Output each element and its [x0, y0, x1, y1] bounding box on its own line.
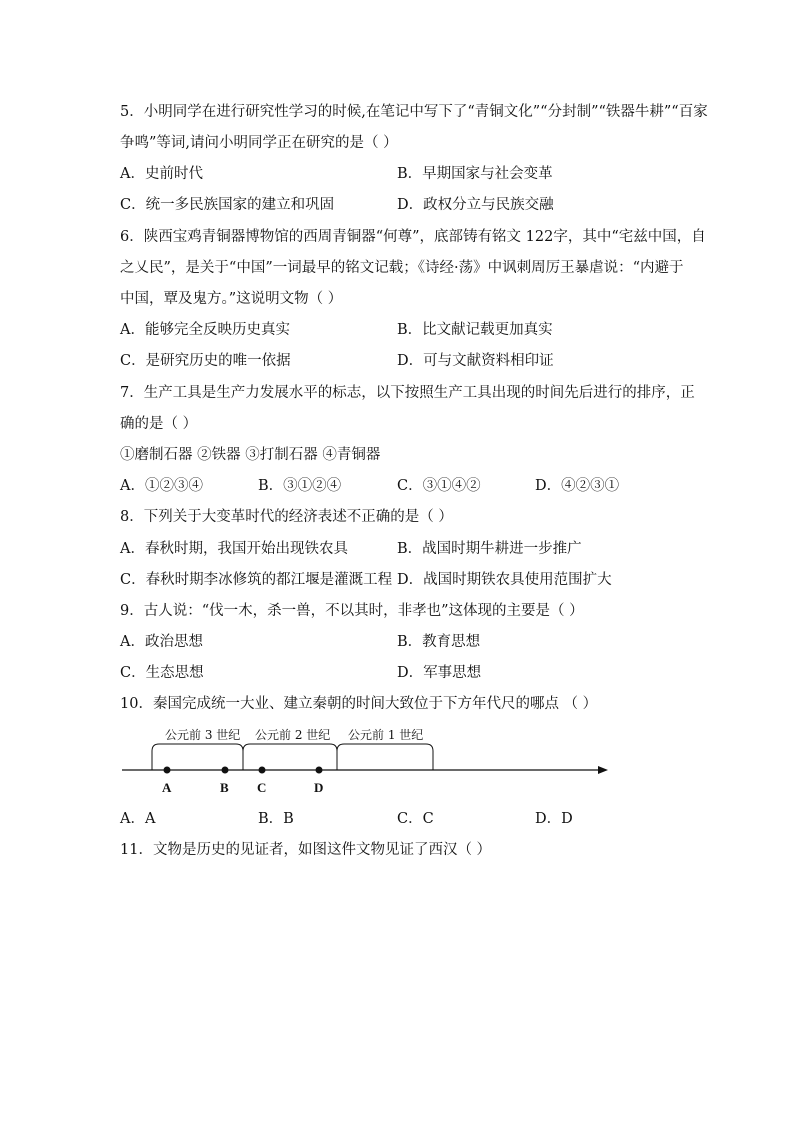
- q6-option-c[interactable]: C．是研究历史的唯一依据: [120, 353, 291, 369]
- q5-option-d[interactable]: D．政权分立与民族交融: [397, 197, 554, 213]
- timeline-point-a: [164, 767, 171, 774]
- q8-option-d[interactable]: D．战国时期铁农具使用范围扩大: [397, 572, 612, 588]
- timeline-point-label-b: B: [220, 780, 229, 795]
- timeline-figure: [0, 720, 794, 800]
- q9-option-a[interactable]: A．政治思想: [120, 634, 203, 650]
- q8-option-a[interactable]: A．春秋时期，我国开始出现铁农具: [120, 541, 348, 557]
- timeline-segment-label-1c: 公元前 1 世纪: [348, 728, 424, 742]
- timeline-arrow-icon: [598, 766, 608, 774]
- q8-option-c[interactable]: C．春秋时期李冰修筑的都江堰是灌溉工程: [120, 572, 393, 588]
- q8-option-b[interactable]: B．战国时期牛耕进一步推广: [397, 541, 582, 557]
- q7-stem-line1: 7．生产工具是生产力发展水平的标志，以下按照生产工具出现的时间先后进行的排序，正: [120, 385, 695, 401]
- q5-stem-line2: 争鸣”等词,请问小明同学正在研究的是（ ）: [120, 135, 398, 151]
- timeline-point-label-d: D: [314, 780, 324, 795]
- q5-stem-line1: 5．小明同学在进行研究性学习的时候,在笔记中写下了“青铜文化”“分封制”“铁器牛耕”“百家: [120, 104, 708, 120]
- q5-option-c[interactable]: C．统一多民族国家的建立和巩固: [120, 197, 335, 213]
- q6-option-a[interactable]: A．能够完全反映历史真实: [120, 322, 290, 338]
- q10-stem-line1: 10．秦国完成统一大业、建立秦朝的时间大致位于下方年代尺的哪点 （ ）: [120, 696, 598, 712]
- timeline-segment-label-3c: 公元前 3 世纪: [165, 728, 241, 742]
- q10-option-c[interactable]: C．C: [397, 811, 434, 827]
- q6-stem-line3: 中国，覃及鬼方。”这说明文物（ ）: [120, 291, 343, 307]
- q5-option-b[interactable]: B．早期国家与社会变革: [397, 166, 553, 182]
- timeline-point-c: [259, 767, 266, 774]
- timeline-point-label-a: A: [162, 780, 172, 795]
- timeline-point-label-c: C: [257, 780, 267, 795]
- q9-option-d[interactable]: D．军事思想: [397, 665, 482, 681]
- q7-option-a[interactable]: A．①②③④: [120, 478, 203, 494]
- q5-option-a[interactable]: A．史前时代: [120, 166, 203, 182]
- q9-option-b[interactable]: B．教育思想: [397, 634, 481, 650]
- q6-stem-line1: 6．陕西宝鸡青铜器博物馆的西周青铜器“何尊”，底部铸有铭文 122字，其中“宅兹中国，自: [120, 229, 706, 245]
- q6-stem-line2: 之乂民”，是关于“中国”一词最早的铭文记载；《诗经·荡》中讽刺周厉王暴虐说：“内避于: [120, 260, 684, 276]
- q7-stem-line2: 确的是（ ）: [120, 416, 198, 432]
- timeline-brace-3c: [152, 744, 243, 751]
- q8-stem-line1: 8．下列关于大变革时代的经济表述不正确的是（ ）: [120, 509, 453, 525]
- q7-option-b[interactable]: B．③①②④: [258, 478, 342, 494]
- q7-option-c[interactable]: C．③①④②: [397, 478, 481, 494]
- timeline-point-d: [316, 767, 323, 774]
- timeline-point-b: [222, 767, 229, 774]
- q6-option-d[interactable]: D．可与文献资料相印证: [397, 353, 554, 369]
- q7-option-d[interactable]: D．④②③①: [535, 478, 620, 494]
- q10-option-b[interactable]: B．B: [258, 811, 294, 827]
- q9-option-c[interactable]: C．生态思想: [120, 665, 204, 681]
- q7-items: ①磨制石器 ②铁器 ③打制石器 ④青铜器: [120, 447, 381, 463]
- q11-stem-line1: 11．文物是历史的见证者，如图这件文物见证了西汉（ ）: [120, 842, 492, 858]
- timeline-brace-1c: [337, 744, 433, 751]
- q10-option-a[interactable]: A．A: [120, 811, 156, 827]
- timeline-segment-label-2c: 公元前 2 世纪: [255, 728, 331, 742]
- q10-option-d[interactable]: D．D: [535, 811, 573, 827]
- q6-option-b[interactable]: B．比文献记载更加真实: [397, 322, 553, 338]
- q9-stem-line1: 9．古人说：“伐一木，杀一兽，不以其时，非孝也”这体现的主要是（ ）: [120, 603, 584, 619]
- timeline-brace-2c: [243, 744, 337, 751]
